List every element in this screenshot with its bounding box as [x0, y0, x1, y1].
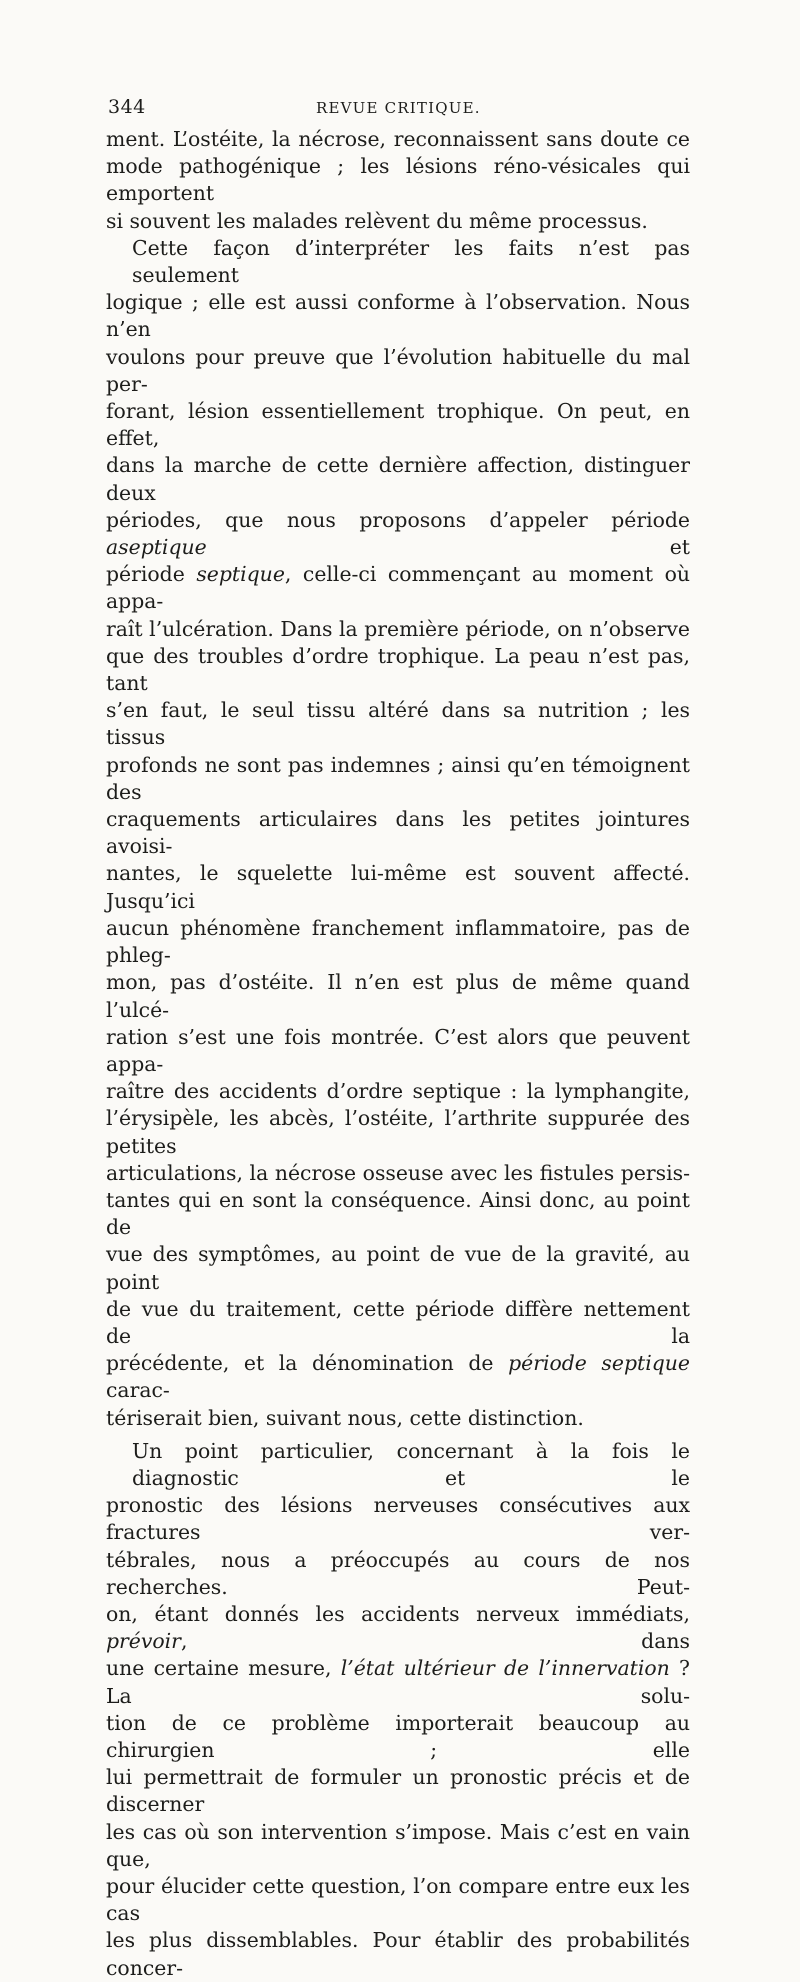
text-line: raître des accidents d’ordre septique : la lymphangite, — [106, 1079, 690, 1104]
text-line: les plus dissemblables. Pour établir des probabilités concer- — [106, 1928, 690, 1980]
text-line: mode pathogénique ; les lésions réno-vésicales qui emportent — [106, 154, 690, 206]
text-line: précédente, et la dénomination de période septique carac- — [106, 1351, 690, 1403]
text-line: une certaine mesure, l’état ultérieur de l’innervation ? La solu- — [106, 1656, 690, 1708]
text-line: profonds ne sont pas indemnes ; ainsi qu’en témoignent des — [106, 752, 690, 804]
text-line: période septique, celle-ci commençant au moment où appa- — [106, 562, 690, 614]
paragraph-1 — [106, 126, 690, 235]
text-line: craquements articulaires dans les petites jointures avoisi- — [106, 807, 690, 859]
text-line: tébrales, nous a préoccupés au cours de nos recherches. Peut- — [106, 1547, 690, 1599]
paragraph-3 — [106, 1438, 690, 1982]
text-line: tion de ce problème importerait beaucoup au chirurgien ; elle — [106, 1710, 690, 1762]
text-line: aucun phénomène franchement inflammatoire, pas de phleg- — [106, 915, 690, 968]
text-line: Un point particulier, concernant à la fois le diagnostic et le — [132, 1438, 690, 1490]
text-line: tériserait bien, suivant nous, cette distinction. — [106, 1405, 584, 1430]
text-line: on, étant donnés les accidents nerveux immédiats, prévoir, dans — [106, 1601, 690, 1654]
text-line: Cette façon d’interpréter les faits n’est pas seulement — [132, 235, 690, 288]
text-line: périodes, que nous proposons d’appeler période aseptique et — [106, 507, 690, 560]
text-line: mon, pas d’ostéite. Il n’en est plus de même quand l’ulcé- — [106, 970, 690, 1022]
text-line: logique ; elle est aussi conforme à l’observation. Nous n’en — [106, 290, 690, 342]
text-line: voulons pour preuve que l’évolution habituelle du mal per- — [106, 344, 690, 396]
text-line: nantes, le squelette lui-même est souvent affecté. Jusqu’ici — [106, 861, 690, 913]
text-line: articulations, la nécrose osseuse avec les fistules persis- — [106, 1160, 690, 1185]
text-line: pronostic des lésions nerveuses consécutives aux fractures ver- — [106, 1493, 690, 1545]
text-line: ration s’est une fois montrée. C’est alors que peuvent appa- — [106, 1024, 690, 1076]
text-line: dans la marche de cette dernière affection, distinguer deux — [106, 453, 690, 505]
text-line: que des troubles d’ordre trophique. La peau n’est pas, tant — [106, 643, 690, 696]
text-line: vue des symptômes, au point de vue de la gravité, au point — [106, 1242, 690, 1294]
text-line: pour élucider cette question, l’on compare entre eux les cas — [106, 1874, 690, 1926]
text-line: tantes qui en sont la conséquence. Ainsi donc, au point de — [106, 1187, 690, 1240]
text-line: si souvent les malades relèvent du même processus. — [106, 208, 648, 233]
page-header — [106, 92, 690, 122]
text-line: lui permettrait de formuler un pronostic précis et de discerner — [106, 1765, 690, 1817]
paragraph-2 — [106, 235, 690, 1432]
page-number: 344 — [108, 96, 146, 118]
text-line: l’érysipèle, les abcès, l’ostéite, l’arthrite suppurée des petites — [106, 1106, 690, 1158]
text-line: s’en faut, le seul tissu altéré dans sa nutrition ; les tissus — [106, 698, 690, 750]
text-line: ment. L’ostéite, la nécrose, reconnaissent sans doute ce — [106, 127, 690, 151]
book-page — [106, 92, 690, 1982]
text-line: forant, lésion essentiellement trophique. On peut, en effet, — [106, 399, 690, 451]
text-line: les cas où son intervention s’impose. Mais c’est en vain que, — [106, 1819, 690, 1871]
text-line: raît l’ulcération. Dans la première période, on n’observe — [106, 616, 690, 641]
text-line: de vue du traitement, cette période diffère nettement de la — [106, 1296, 690, 1348]
running-title: REVUE CRITIQUE. — [316, 99, 481, 117]
